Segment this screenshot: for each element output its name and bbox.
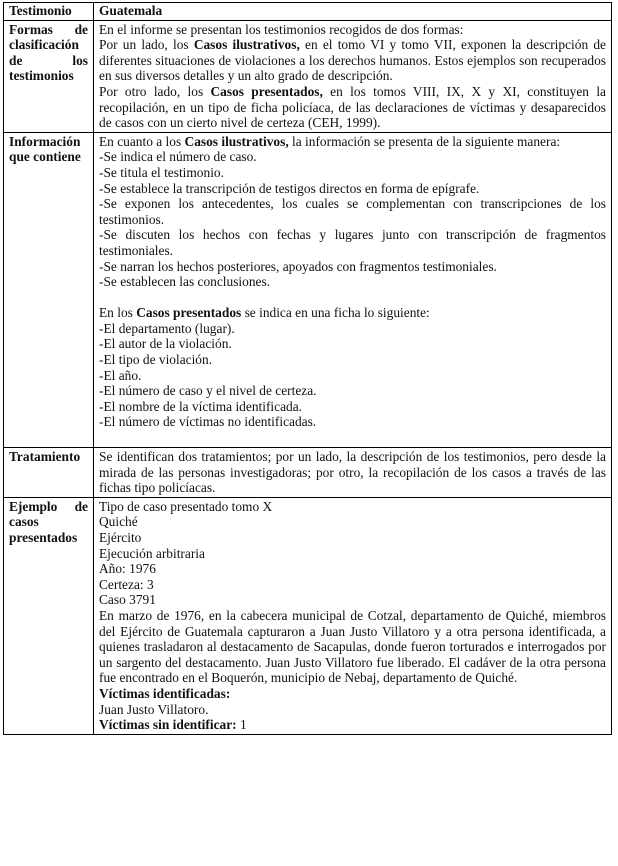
label-line: Ejemplo de <box>9 498 88 514</box>
label-line: clasificación <box>9 37 79 53</box>
header-guatemala: Guatemala <box>99 3 163 18</box>
label-line: testimonios <box>9 68 74 84</box>
list-item: -El nombre de la víctima identificada. <box>99 398 303 414</box>
row-content-ejemplo <box>94 497 612 734</box>
unidentified-victims: Víctimas sin identificar: 1 <box>99 717 247 733</box>
case-field-numero: Caso 3791 <box>99 592 156 608</box>
testimonios-comparison-table <box>3 2 612 735</box>
list-item: -Se establece la transcripción de testigos directos en forma de epígrafe. <box>99 180 480 196</box>
list-item: -El departamento (lugar). <box>99 320 235 336</box>
header-value-cell <box>94 3 612 21</box>
list-item: -Se indica el número de caso. <box>99 149 257 165</box>
bold-term: Casos ilustrativos, <box>184 133 289 149</box>
case-field-autor: Ejército <box>99 530 142 545</box>
row-label-ejemplo: Ejemplo de casos presentados <box>4 497 94 734</box>
row-label-tratamiento: Tratamiento <box>4 448 94 498</box>
row-content-tratamiento <box>94 448 612 498</box>
list-item: -El número de víctimas no identificadas. <box>99 414 317 430</box>
list-item: -Se narran los hechos posteriores, apoyados con fragmentos testimoniales. <box>99 258 497 274</box>
case-narrative: En marzo de 1976, en la cabecera municipal de Cotzal, departamento de Quiché, miembros del Ejército de Guatemala capturaron a Juan Justo Villatoro y a otra persona identificada, a quienes trasladaron al destacamento de Sacapulas, donde fueron torturados e interrogados por un sargento del destacamento. Juan Justo Villatoro fue liberado. El cadáver de la otra persona fue encontrado en el Boquerón, municipio de Nebaj, departamento de Quiché. <box>99 607 606 686</box>
paragraph-intro: En cuanto a los Casos ilustrativos, la información se presenta de la siguiente manera: <box>99 133 561 149</box>
blank-line <box>99 290 606 306</box>
row-label-informacion: Información que contiene <box>4 132 94 447</box>
paragraph-casos-ilustrativos: Por un lado, los Casos ilustrativos, en el tomo VI y tomo VII, exponen la descripción de diferentes situaciones de violaciones a los derechos humanos. Estos ejemplos son recuperados en sus diversos detalles y un alto grado de descripción. <box>99 37 606 84</box>
paragraph: Se identifican dos tratamientos; por un lado, la descripción de los testimonios, pero desde la mirada de las personas investigadoras; por otro, la recopilación de los casos a través de las fichas tipo policíacas. <box>99 449 606 496</box>
paragraph-casos-presentados: Por otro lado, los Casos presentados, en los tomos VIII, IX, X y XI, constituyen la recopilación, en un tipo de ficha policíaca, de las declaraciones de víctimas y desaparecidos de casos con un cierto nivel de certeza (CEH, 1999). <box>99 83 606 131</box>
case-field-certeza: Certeza: 3 <box>99 576 154 592</box>
paragraph-presentados: En los Casos presentados se indica en una ficha lo siguiente: <box>99 305 430 321</box>
header-label-cell <box>4 3 94 21</box>
row-label-formas <box>4 20 94 132</box>
list-item: -El tipo de violación. <box>99 352 213 368</box>
list-item: -Se titula el testimonio. <box>99 164 224 180</box>
paragraph: En el informe se presentan los testimonios recogidos de dos formas: <box>99 21 464 37</box>
list-item: -Se establecen las conclusiones. <box>99 274 271 290</box>
table-row-tratamiento <box>4 448 612 498</box>
table-row-informacion <box>4 132 612 447</box>
identified-victims-label: Víctimas identificadas: <box>99 685 231 701</box>
list-item: -Se discuten los hechos con fechas y lugares junto con transcripción de fragmentos testimoniales. <box>99 227 606 258</box>
case-field-departamento: Quiché <box>99 514 138 530</box>
list-item: -Se exponen los antecedentes, los cuales se complementan con transcripciones de los testimonios. <box>99 196 606 227</box>
row-content-formas <box>94 20 612 132</box>
list-item: -El año. <box>99 367 142 383</box>
label-line: de los <box>9 52 88 68</box>
table-row-formas-clasificacion <box>4 20 612 132</box>
bold-term: Casos ilustrativos, <box>193 37 300 53</box>
table-header-row <box>4 3 612 21</box>
row-content-informacion <box>94 132 612 447</box>
bold-term: Casos presentados <box>136 305 242 321</box>
header-testimonio: Testimonio <box>9 3 72 18</box>
bold-term: Casos presentados, <box>210 83 323 99</box>
label-line: Formas de <box>9 21 88 37</box>
list-item: -El número de caso y el nivel de certeza. <box>99 383 317 399</box>
table-row-ejemplo <box>4 497 612 734</box>
identified-victims-value: Juan Justo Villatoro. <box>99 701 209 717</box>
case-field-tipo: Tipo de caso presentado tomo X <box>99 498 273 514</box>
list-item: -El autor de la violación. <box>99 336 232 352</box>
case-field-violacion: Ejecución arbitraria <box>99 545 205 561</box>
case-field-anio: Año: 1976 <box>99 561 156 577</box>
